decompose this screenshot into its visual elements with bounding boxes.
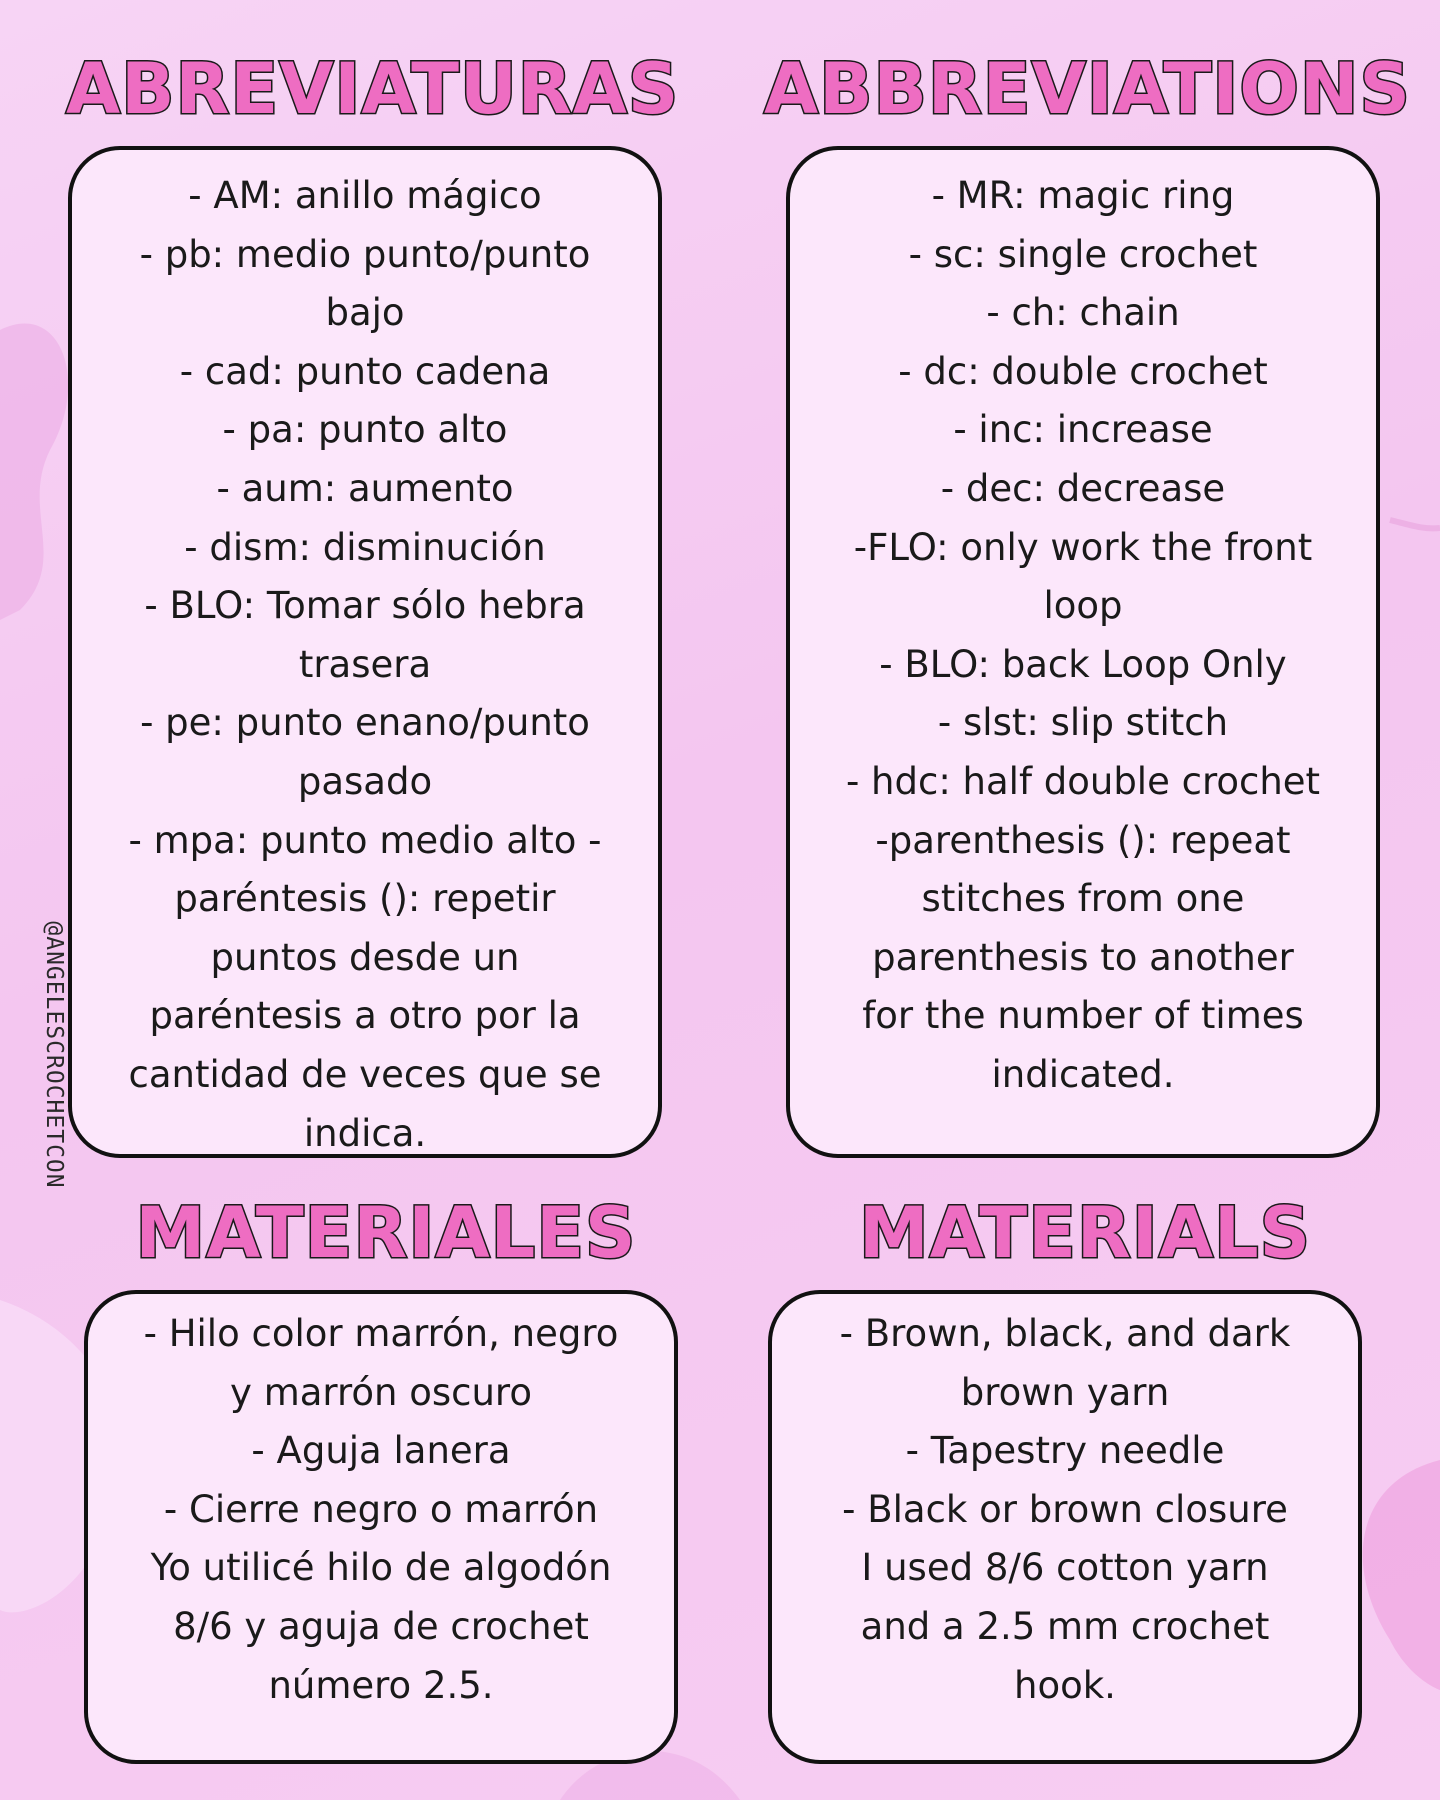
pink-blob-right (1363, 1460, 1440, 1690)
list-item: -FLO: only work the front (853, 525, 1313, 569)
list-item: brown yarn (960, 1370, 1170, 1414)
list-item: pasado (297, 759, 433, 803)
materials-title: MATERIALS (858, 1192, 1312, 1274)
list-item: paréntesis a otro por la (149, 994, 581, 1038)
list-item: - aum: aumento (216, 466, 514, 510)
list-item: - pa: punto alto (222, 408, 508, 452)
materials-list (772, 1305, 1358, 1715)
list-item: paréntesis (): repetir (174, 877, 556, 921)
list-item: loop (1043, 584, 1123, 628)
list-item: - pb: medio punto/punto (139, 232, 591, 276)
list-item: - inc: increase (953, 408, 1213, 452)
list-item: - dec: decrease (940, 466, 1226, 510)
list-item: hook. (1014, 1663, 1116, 1707)
list-item: Yo utilicé hilo de algodón (150, 1546, 612, 1590)
list-item: cantidad de veces que se (128, 1052, 602, 1096)
list-item: - BLO: back Loop Only (879, 642, 1287, 686)
list-item: I used 8/6 cotton yarn (861, 1546, 1269, 1590)
list-item: - MR: magic ring (931, 174, 1235, 217)
instagram-handle: @ANGELESCROCHETCON (41, 921, 67, 1189)
abreviaturas-card (68, 146, 662, 1158)
abreviaturas-title: ABREVIATURAS (66, 48, 680, 130)
list-item: número 2.5. (268, 1663, 494, 1707)
materiales-card (84, 1290, 678, 1764)
list-item: - pe: punto enano/punto (140, 701, 590, 745)
list-item: y marrón oscuro (230, 1370, 532, 1414)
list-item: - AM: anillo mágico (188, 174, 542, 217)
list-item: - Black or brown closure (842, 1487, 1288, 1531)
list-item: bajo (325, 291, 405, 335)
list-item: - Cierre negro o marrón (163, 1487, 599, 1531)
list-item: - Brown, black, and dark (839, 1312, 1291, 1355)
list-item: - dism: disminución (184, 525, 546, 569)
abbreviations-card (786, 146, 1380, 1158)
list-item: indicated. (991, 1052, 1175, 1096)
abbreviations-title: ABBREVIATIONS (764, 48, 1411, 130)
list-item: - BLO: Tomar sólo hebra (144, 584, 586, 628)
materiales-title: MATERIALES (135, 1192, 637, 1274)
list-item: parenthesis to another (872, 935, 1294, 979)
list-item: - ch: chain (986, 291, 1180, 335)
list-item: 8/6 y aguja de crochet (173, 1604, 589, 1648)
list-item: - cad: punto cadena (179, 349, 551, 393)
list-item: for the number of times (862, 994, 1304, 1038)
materials-card (768, 1290, 1362, 1764)
pink-swirl-left (0, 324, 68, 620)
list-item: -parenthesis (): repeat (875, 818, 1291, 862)
abreviaturas-list (72, 167, 658, 1163)
list-item: - slst: slip stitch (937, 701, 1229, 745)
list-item: trasera (298, 642, 432, 686)
list-item: - mpa: punto medio alto - (128, 818, 602, 862)
list-item: - hdc: half double crochet (845, 759, 1321, 803)
materiales-list (88, 1305, 674, 1715)
list-item: - Aguja lanera (251, 1429, 511, 1473)
list-item: stitches from one (921, 877, 1245, 921)
list-item: - dc: double crochet (898, 349, 1268, 393)
list-item: and a 2.5 mm crochet (860, 1604, 1270, 1648)
list-item: - Hilo color marrón, negro (143, 1312, 619, 1355)
list-item: - Tapestry needle (905, 1429, 1225, 1473)
list-item: - sc: single crochet (908, 232, 1258, 276)
list-item: puntos desde un (210, 935, 520, 979)
pink-stroke-right (1390, 520, 1440, 528)
abbreviations-list (790, 167, 1376, 1105)
list-item: indica. (303, 1111, 427, 1155)
